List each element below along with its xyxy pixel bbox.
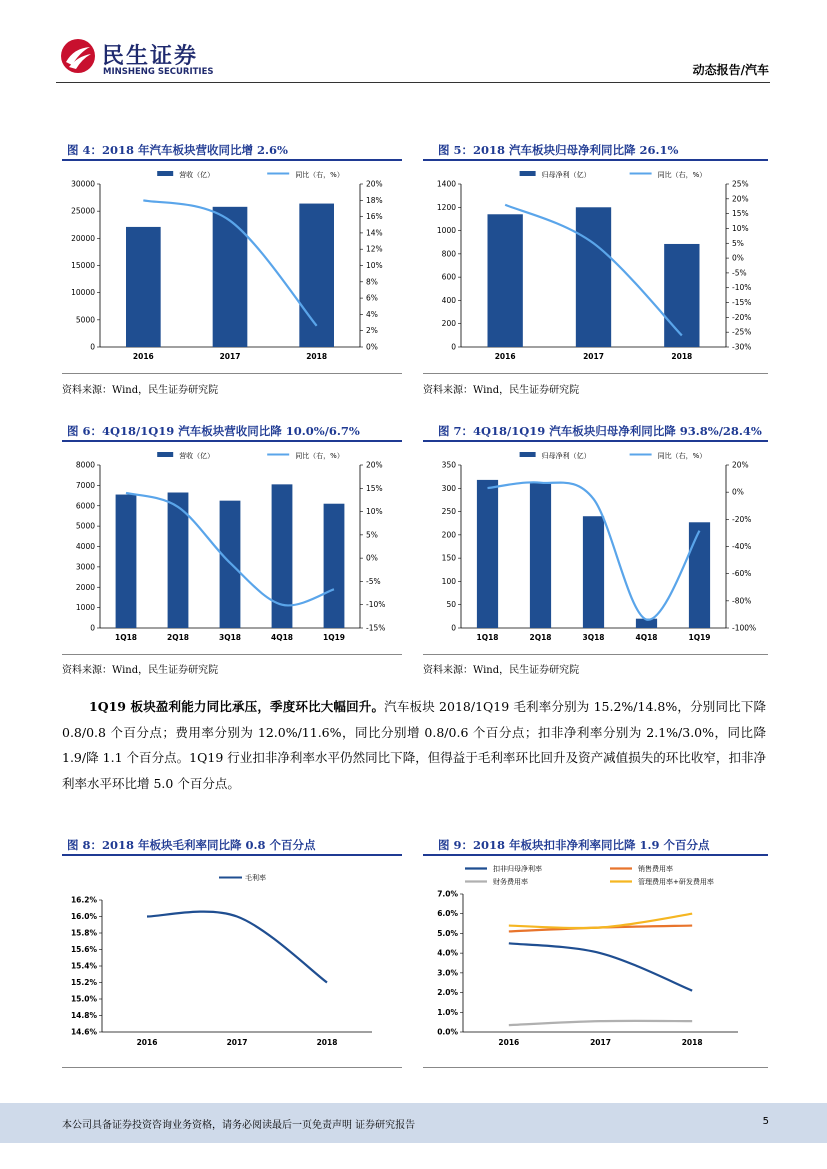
y2-tick-label: 14% [366,228,383,238]
legend-label: 同比（右，%） [657,452,707,460]
y-tick-label: 4.0% [437,948,458,958]
figure-rule [62,373,402,374]
source-note: 资料来源：Wind，民生证券研究院 [423,385,580,396]
legend-label: 归母净利（亿） [541,452,591,460]
bar [116,495,137,628]
chart-fig7 [423,443,768,653]
x-tick-label: 2018 [306,352,328,361]
x-tick-label: 2016 [494,352,516,361]
y-tick-label: 200 [441,530,456,540]
figure-rule [62,1067,402,1068]
x-tick-label: 2017 [219,352,241,361]
y2-tick-label: 4% [366,309,378,319]
y2-tick-label: 0% [366,342,378,352]
y-tick-label: 14.8% [70,1011,97,1020]
x-tick-label: 2018 [671,352,693,361]
y-tick-label: 16.0% [70,912,97,921]
y-tick-label: 8000 [75,460,95,470]
bar [664,244,699,347]
y2-tick-label: 10% [366,261,383,270]
figure-title: 图 9：2018 年板块扣非净利率同比降 1.9 个百分点 [438,838,710,852]
chart-fig5 [423,162,768,372]
legend-label: 扣非归母净利率 [493,865,542,873]
figure-title: 图 6：4Q18/1Q19 汽车板块营收同比降 10.0%/6.7% [67,424,360,438]
paragraph-lead: 1Q19 板块盈利能力同比承压，季度环比大幅回升。 [89,699,385,714]
logo-text: 民生证券 [102,44,199,69]
figure-rule [62,854,402,856]
source-note: 资料来源：Wind，民生证券研究院 [62,665,219,676]
chart-fig9 [423,857,768,1062]
y2-tick-label: 2% [366,326,378,336]
y-tick-label: 1.0% [437,1007,458,1017]
body-paragraph [62,694,766,796]
y-tick-label: 200 [441,319,456,329]
y-tick-label: 5000 [75,521,95,531]
y-tick-label: 6.0% [437,909,458,919]
figure-title: 图 5：2018 汽车板块归母净利同比降 26.1% [438,143,679,157]
chart-fig6 [62,443,402,653]
y2-tick-label: 10% [732,223,749,233]
y2-tick-label: 5% [366,530,378,540]
y2-tick-label: 20% [366,179,383,189]
x-tick-label: 1Q18 [114,633,138,642]
y-tick-label: 7000 [75,480,95,490]
series-line [147,912,327,983]
y2-tick-label: 20% [366,460,383,470]
y2-tick-label: 0% [366,553,378,563]
y-tick-label: 6000 [75,501,95,511]
y2-tick-label: 20% [732,194,749,204]
legend-swatch-bar [520,452,536,457]
figure-rule [423,440,768,442]
y2-tick-label: 8% [366,277,378,287]
y2-tick-label: -15% [366,623,386,633]
header-divider [56,82,770,83]
y2-tick-label: 12% [366,244,383,254]
y-tick-label: 5000 [75,315,95,325]
bar [689,522,710,628]
report-type: 动态报告/汽车 [692,63,769,77]
logo-icon [60,38,96,74]
legend-label: 营收（亿） [179,171,215,179]
y-tick-label: 15.2% [70,978,97,987]
legend-swatch-bar [520,171,536,176]
y-tick-label: 15.6% [70,945,97,954]
source-note: 资料来源：Wind，民生证券研究院 [62,385,219,396]
y-tick-label: 16.2% [70,895,97,905]
figure-title: 图 7：4Q18/1Q19 汽车板块归母净利同比降 93.8%/28.4% [438,424,762,438]
source-note: 资料来源：Wind，民生证券研究院 [423,665,580,676]
paragraph-text: 汽车板块 2018/1Q19 毛利率分别为 15.2%/14.8%，分别同比下降 0.8/0.8 个百分点；费用率分别为 12.0%/11.6%，同比分别增 0.8/0.6 个百分点；扣非净利率分别为 2.1%/3.0%，同比降 1.9/降 1.1 个百分点。1Q19 行业扣非净利率水平仍然同比下降，但得益于毛利率环比回升及资产减值损失的环比收窄，扣非净利率水平环比增 5.0 个百分点。 [62,699,766,791]
bar [213,207,248,347]
legend-label: 财务费用率 [493,878,528,886]
y2-tick-label: 0% [732,253,744,263]
y2-tick-label: -5% [732,268,747,278]
y2-tick-label: 0% [732,487,744,497]
y-tick-label: 1200 [436,202,456,212]
y2-tick-label: -80% [732,596,752,606]
y-tick-label: 0 [90,342,95,352]
y2-tick-label: -10% [732,283,752,293]
x-tick-label: 2018 [316,1038,338,1047]
y-tick-label: 0 [451,342,456,352]
x-tick-label: 3Q18 [582,633,605,642]
bar [220,501,241,628]
y2-tick-label: -25% [732,327,752,337]
y-tick-label: 250 [441,507,456,517]
y2-tick-label: -5% [366,576,381,586]
bar [583,516,604,628]
y2-tick-label: -100% [732,623,757,633]
y-tick-label: 800 [441,249,456,259]
y-tick-label: 5.0% [437,928,458,938]
legend-label: 同比（右，%） [295,452,344,460]
y2-tick-label: 5% [732,238,744,248]
legend-label: 管理费用率+研发费用率 [638,878,714,886]
y2-tick-label: -20% [732,514,752,524]
y2-tick-label: 20% [732,460,749,470]
x-tick-label: 3Q18 [218,633,242,642]
figure-title: 图 4：2018 年汽车板块营收同比增 2.6% [67,143,288,157]
chart-fig4 [62,162,402,372]
chart-fig8 [62,857,402,1062]
x-tick-label: 2017 [590,1038,611,1047]
y-tick-label: 0.0% [437,1027,458,1037]
x-tick-label: 2017 [583,352,604,361]
y-tick-label: 10000 [71,288,95,298]
figure-rule [423,373,768,374]
legend-label: 毛利率 [245,874,266,882]
x-tick-label: 4Q18 [635,633,658,642]
bar [477,480,498,628]
page-number: 5 [762,1116,769,1127]
y-tick-label: 15.0% [70,994,97,1004]
y2-tick-label: 10% [366,507,383,517]
x-tick-label: 2Q18 [529,633,552,642]
x-tick-label: 4Q18 [270,633,294,642]
figure-rule [423,854,768,856]
y2-tick-label: 15% [366,483,383,493]
x-tick-label: 1Q19 [322,633,346,642]
y-tick-label: 1000 [75,603,95,613]
y-tick-label: 3.0% [437,968,458,978]
y-tick-label: 4000 [75,542,95,551]
y2-tick-label: 25% [732,179,749,189]
figure-title: 图 8：2018 年板块毛利率同比降 0.8 个百分点 [67,838,316,852]
y-tick-label: 400 [441,295,456,305]
x-tick-label: 2016 [132,352,154,361]
y-tick-label: 30000 [71,179,95,189]
legend-label: 同比（右，%） [295,171,344,179]
bar [126,227,161,347]
y-tick-label: 350 [441,460,456,470]
y-tick-label: 15.4% [70,961,97,971]
y-tick-label: 50 [446,600,456,610]
y-tick-label: 0 [451,623,456,633]
legend-swatch-bar [157,171,173,176]
figure-rule [423,654,768,655]
y-tick-label: 3000 [75,562,95,572]
figure-rule [423,1067,768,1068]
x-tick-label: 2Q18 [166,633,190,642]
y-tick-label: 14.6% [70,1027,97,1037]
y-tick-label: 1400 [436,179,456,189]
y-tick-label: 600 [441,272,456,282]
legend-label: 归母净利（亿） [541,171,591,179]
y-tick-label: 1000 [436,226,456,236]
x-tick-label: 2018 [681,1038,703,1047]
x-tick-label: 1Q18 [476,633,499,642]
legend-label: 同比（右，%） [657,171,707,179]
legend-label: 营收（亿） [179,452,215,460]
bar [324,504,345,628]
bar [530,483,551,628]
bar [576,207,611,347]
y-tick-label: 7.0% [437,889,458,899]
legend-swatch-bar [157,452,173,457]
y-tick-label: 100 [441,576,456,586]
series-line [509,943,692,990]
bar [488,214,523,347]
figure-rule [62,654,402,655]
y2-tick-label: 6% [366,293,378,303]
y-tick-label: 15.8% [70,928,97,938]
y-tick-label: 300 [441,483,456,493]
x-tick-label: 2017 [226,1038,248,1047]
x-tick-label: 2016 [498,1038,520,1047]
y-tick-label: 0 [90,623,95,633]
x-tick-label: 1Q19 [688,633,711,642]
y-tick-label: 2000 [75,582,95,592]
y2-tick-label: 16% [366,212,383,222]
logo-subtext: MINSHENG SECURITIES [103,67,214,77]
series-line [509,1021,692,1025]
figure-rule [423,159,768,161]
y-tick-label: 25000 [71,206,95,216]
y2-tick-label: -40% [732,542,752,551]
y2-tick-label: -10% [366,600,386,610]
y2-tick-label: -15% [732,298,752,308]
y2-tick-label: 18% [366,195,383,205]
y-tick-label: 20000 [71,233,95,243]
y-tick-label: 15000 [71,261,95,270]
figure-rule [62,440,402,442]
y2-tick-label: -60% [732,569,752,579]
footer-disclaimer: 本公司具备证券投资咨询业务资格，请务必阅读最后一页免责声明 证券研究报告 [62,1120,416,1131]
y-tick-label: 150 [441,553,456,563]
y-tick-label: 2.0% [437,988,458,998]
x-tick-label: 2016 [136,1038,158,1047]
y2-tick-label: 15% [732,209,749,219]
y2-tick-label: -20% [732,312,752,322]
legend-label: 销售费用率 [638,865,673,873]
y2-tick-label: -30% [732,342,752,352]
figure-rule [62,159,402,161]
